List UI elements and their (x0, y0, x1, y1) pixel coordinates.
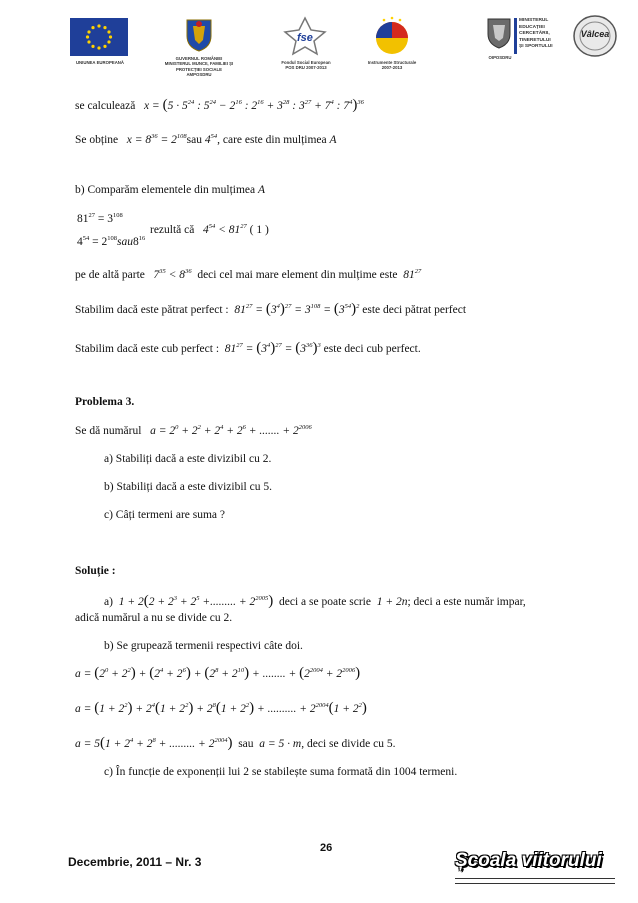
solution-c: c) În funcție de exponenții lui 2 se stabilește suma formată din 1004 termeni. (104, 766, 458, 778)
result-line: Se obține $x = 8^{36} = 2^{108}sau$ $4^{54}$, care este din mulțimea A (75, 133, 337, 146)
solution-b-heading: b) Se grupează termenii respectivi câte doi. (104, 640, 303, 652)
gov-caption: GUVERNUL ROMÂNIEI MINISTERUL MUNCII, FAMILIEI ȘI PROTECȚIEI SOCIALE AMPOSDRU (164, 56, 234, 77)
calc-expression: $x = (5 \cdot 5^{24}$ : $5^{24} - 2^{16}$ : $2^{16} + 3^{28}$ : $3^{27} + 7^4$ : $7^4)^{36}$ (138, 97, 364, 113)
romania-coat-of-arms-logo (184, 16, 214, 52)
parte-line: pe de altă parte $7^{35} < 8^{36}$ deci cel mai mare element din mulțime este $81^{27}$ (75, 268, 422, 281)
grouping-line-1: $a = (2^0 + 2^2) + (2^4 + 2^6) + (2^8 + 2^{10})$ + ........ + $(2^{2004} + 2^{2006})$ (75, 665, 361, 681)
cube-line: Stabilim dacă este cub perfect : $81^{27} = (3^4)^{27} = (3^{36})^3$ este deci cub perfect. (75, 340, 421, 356)
solution-a-line: a) $1 + 2(2 + 2^3 + 2^5$ +......... + $2^{2005}$) deci a se poate scrie 1 + 2n; deci a este număr impar, (104, 593, 526, 609)
eu-flag-logo (70, 18, 128, 56)
vilcea-caption: Vâlcea (580, 29, 610, 39)
problem-title: Problema 3. (75, 396, 135, 408)
solution-title: Soluție : (75, 565, 116, 577)
brand-logo-text: Școala viitorului (455, 850, 602, 871)
question-a: a) Stabiliți dacă a este divizibil cu 2. (104, 453, 272, 465)
eq-4: $4^{54} = 2^{108}sau8^{16}$ (77, 235, 146, 248)
ministry-flag-bar (514, 18, 517, 54)
oiposdru-caption: OIPOSDRU (488, 55, 512, 60)
brand-underline (455, 878, 615, 884)
structural-instruments-caption: Instrumente Structurale 2007-2013 (367, 60, 417, 71)
fse-caption: Fondul Social European POS DRU 2007-2013 (281, 60, 331, 71)
svg-text:fse: fse (297, 32, 313, 44)
structural-instruments-logo (364, 16, 420, 56)
ministry-caption: MINISTERUL EDUCAȚIEI CERCETĂRII, TINERETULUI ȘI SPORTULUI (519, 18, 553, 50)
rezulta-line: rezultă că $4^{54} < 81^{27}$ ( 1 ) (150, 223, 269, 236)
eu-caption: UNIUNEA EUROPEANĂ (75, 60, 125, 65)
grouping-line-3: $a = 5(1 + 2^4 + 2^8$ + ......... + $2^{2004}$) sau a = 5 · m, deci se divide cu 5. (75, 735, 396, 751)
issue-label: Decembrie, 2011 – Nr. 3 (68, 855, 202, 869)
result-expression: $x = 8^{36} = 2^{108}$ (121, 133, 187, 146)
vilcea-school-logo (572, 14, 618, 58)
grouping-line-2: $a = (1 + 2^2) + 2^4(1 + 2^2) + 2^8(1 + 2^2)$ + .......... + $2^{2004}(1 + 2^2)$ (75, 700, 367, 716)
fse-logo (283, 16, 327, 56)
compare-heading: b) Comparăm elementele din mulțimea A (75, 184, 266, 196)
solution-a-line2: adică numărul a nu se divide cu 2. (75, 612, 233, 624)
question-b: b) Stabiliți dacă a este divizibil cu 5. (104, 481, 272, 493)
page-number: 26 (320, 842, 333, 854)
given-line: Se dă numărul $a = 2^0 + 2^2 + 2^4 + 2^6$ + ....... + $2^{2006}$ (75, 424, 312, 437)
calc-line: se calculează $x = (5 \cdot 5^{24}$ : $5^{24} - 2^{16}$ : $2^{16} + 3^{28}$ : $3^{27} + 7^4$ : $7^4)^{36}$ (75, 97, 364, 113)
oiposdru-logo (486, 16, 512, 50)
eq-81: $81^{27} = 3^{108}$ (77, 212, 123, 225)
question-c: c) Câți termeni are suma ? (104, 509, 226, 521)
header-logos (0, 0, 638, 88)
square-line: Stabilim dacă este pătrat perfect : $81^{27} = (3^4)^{27} = 3^{108} = (3^{54})^2$ este deci pătrat perfect (75, 301, 467, 317)
ministry-logo (514, 18, 562, 54)
